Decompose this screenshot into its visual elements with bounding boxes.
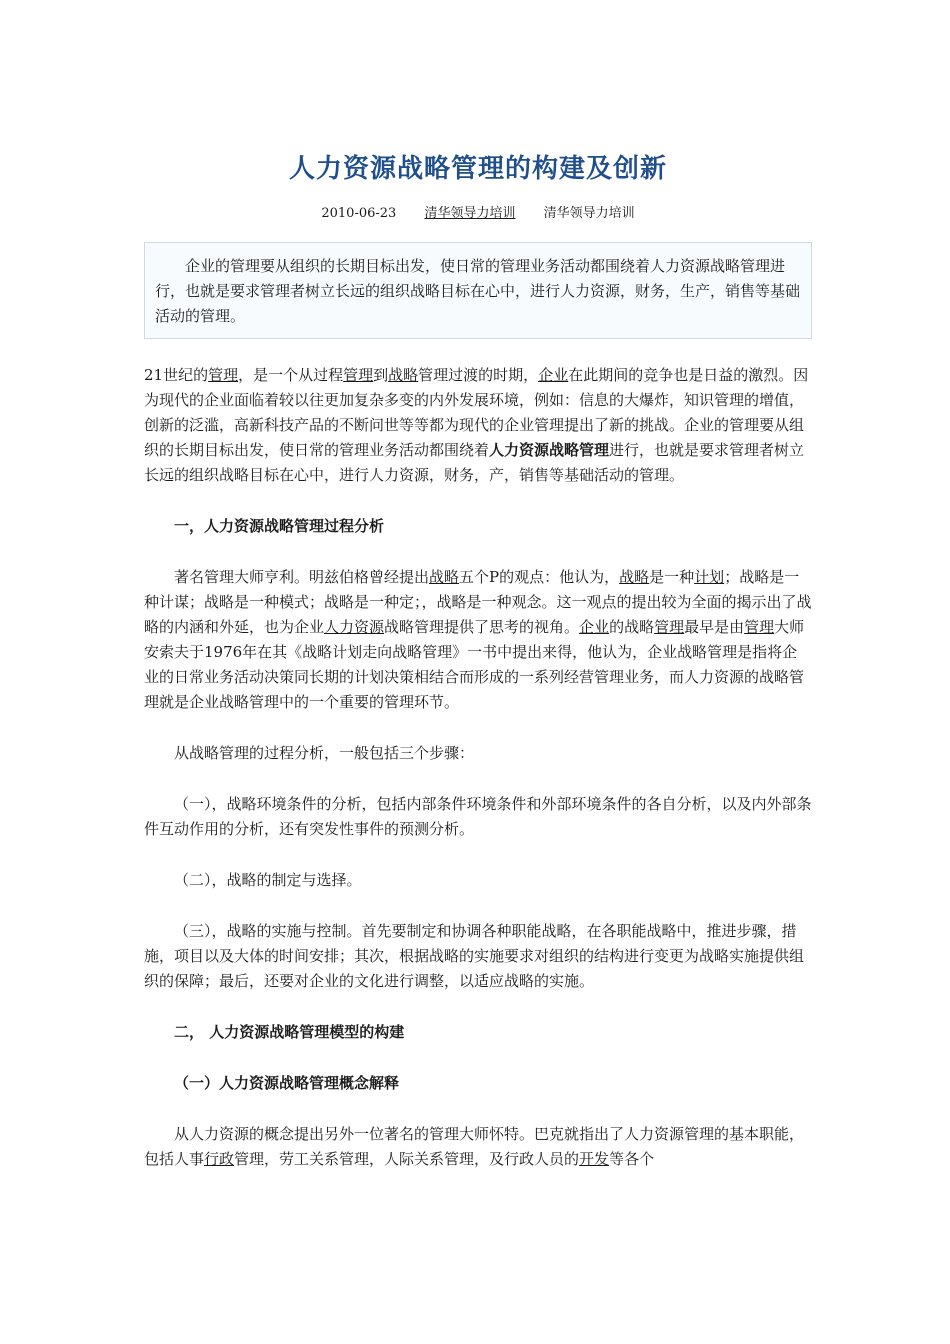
page-title: 人力资源战略管理的构建及创新 (288, 154, 667, 184)
paragraph-intro: 21世纪的管理，是一个从过程管理到战略管理过渡的时期，企业在此期间的竞争也是日益的激烈。因为现代的企业面临着较以往更加复杂多变的内外发展环境，例如：信息的大爆炸，知识管理的增值，创新的泛滥，高新科技产品的不断问世等等都为现代的企业管理提出了新的挑战。企业的管理要从组织的长期目标出发，使日常的管理业务活动都围绕着人力资源战略管理进行，也就是要求管理者树立长远的组织战略目标在心中，进行人力资源，财务，产，销售等基础活动的管理。 (144, 366, 809, 484)
keyword-link[interactable]: 战略 (388, 366, 419, 384)
paragraph-step-3: （三），战略的实施与控制。首先要制定和协调各种职能战略，在各职能战略中，推进步骤，措施，项目以及大体的时间安排；其次，根据战略的实施要求对组织的结构进行变更为战略实施提供组织的保障；最后，还要对企业的文化进行调整，以适应战略的实施。 (144, 922, 805, 990)
keyword-link[interactable]: 战略 (619, 568, 650, 586)
keyword-link[interactable]: 人力资源 (324, 618, 385, 636)
keyword-link[interactable]: 管理 (208, 366, 239, 384)
publish-date: 2010-06-23 (321, 206, 397, 221)
article-body (144, 150, 812, 1172)
article-meta (144, 204, 812, 224)
bold-term: 人力资源战略管理 (489, 441, 610, 459)
keyword-link[interactable]: 管理 (654, 618, 685, 636)
subsection-heading: （一）人力资源战略管理概念解释 (174, 1074, 400, 1092)
keyword-link[interactable]: 计划 (694, 568, 725, 586)
paragraph-hr-concept: 从人力资源的概念提出另外一位著名的管理大师怀特。巴克就指出了人力资源管理的基本职能，包括人事行政管理，劳工关系管理，人际关系管理，及行政人员的开发等各个 (144, 1125, 805, 1168)
author: 清华领导力培训 (543, 206, 635, 221)
keyword-link[interactable]: 行政 (204, 1150, 235, 1168)
keyword-link[interactable]: 企业 (579, 618, 610, 636)
paragraph-step-1: （一），战略环境条件的分析，包括内部条件环境条件和外部环境条件的各自分析，以及内外部条件互动作用的分析，还有突发性事件的预测分析。 (144, 795, 812, 838)
keyword-link[interactable]: 管理 (744, 618, 775, 636)
source-link[interactable]: 清华领导力培训 (424, 206, 516, 221)
keyword-link[interactable]: 管理 (343, 366, 374, 384)
section-heading-2: 二， 人力资源战略管理模型的构建 (174, 1023, 405, 1041)
paragraph-strategy: 著名管理大师亨利。明兹伯格曾经提出战略五个P的观点：他认为，战略是一种计划；战略是一种计谋；战略是一种模式；战略是一种定；，战略是一种观念。这一观点的提出较为全面的揭示出了战略的内涵和外延，也为企业人力资源战略管理提供了思考的视角。企业的战略管理最早是由管理大师安索夫于1976年在其《战略计划走向战略管理》一书中提出来得，他认为，企业战略管理是指将企业的日常业务活动决策同长期的计划决策相结合而形成的一系列经营管理业务，而人力资源的战略管理就是企业战略管理中的一个重要的管理环节。 (144, 568, 812, 711)
summary-box: 企业的管理要从组织的长期目标出发，使日常的管理业务活动都围绕着人力资源战略管理进行，也就是要求管理者树立长远的组织战略目标在心中，进行人力资源，财务，生产，销售等基础活动的管理。 (144, 242, 812, 339)
paragraph-step-2: （二），战略的制定与选择。 (174, 871, 362, 889)
keyword-link[interactable]: 企业 (538, 366, 569, 384)
paragraph-steps-intro: 从战略管理的过程分析，一般包括三个步骤： (174, 744, 475, 762)
keyword-link[interactable]: 战略 (429, 568, 460, 586)
keyword-link[interactable]: 开发 (579, 1150, 610, 1168)
section-heading-1: 一，人力资源战略管理过程分析 (174, 517, 385, 535)
